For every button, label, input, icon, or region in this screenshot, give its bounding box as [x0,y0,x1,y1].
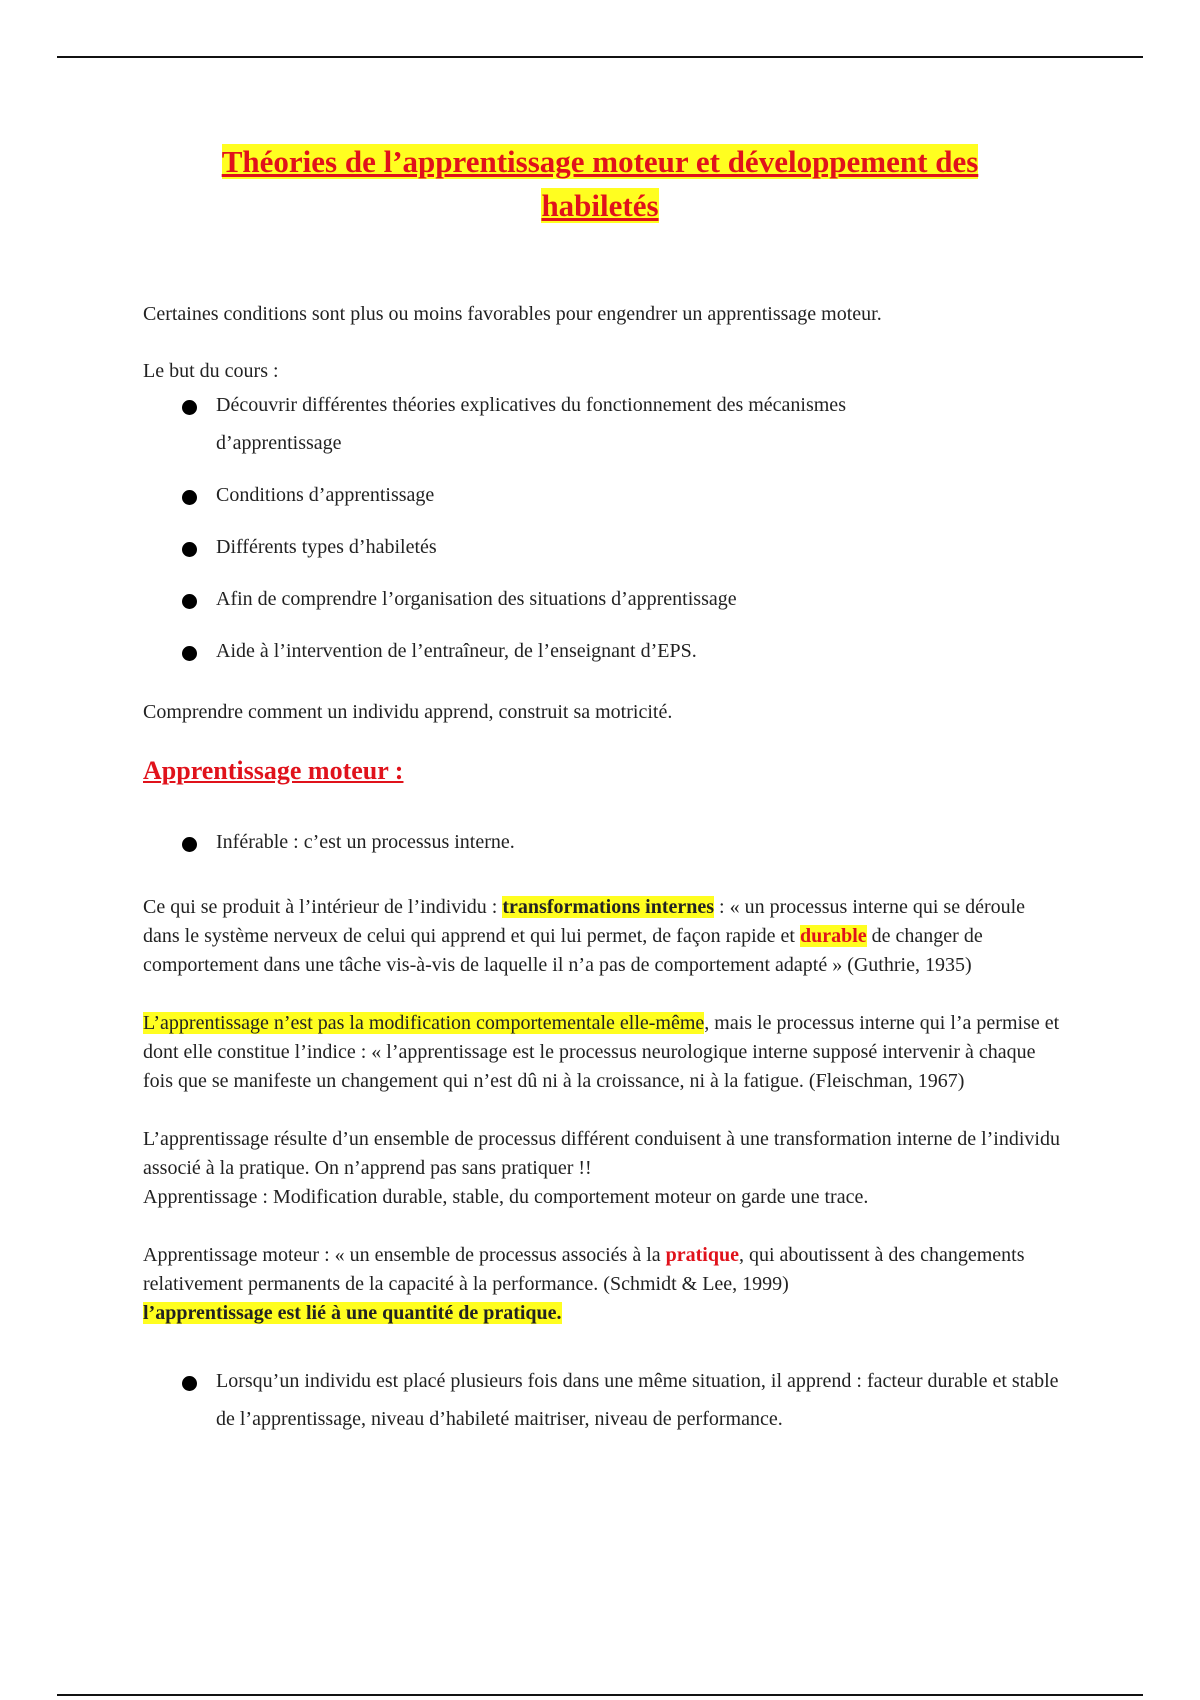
highlight-modification: L’apprentissage n’est pas la modification comportementale elle-même [143,1012,705,1034]
list-item: Conditions d’apprentissage [143,476,1063,514]
document-title [0,140,1200,228]
footer-rule [57,1694,1143,1696]
list-item: Lorsqu’un individu est placé plusieurs fois dans une même situation, il apprend : facteur durable et stable de l’apprentissage, niveau d’habileté maitriser, niveau de performance. [143,1362,1063,1438]
goal-1-line-2: d’apprentissage [216,432,342,454]
goal-1-line-1: Découvrir différentes théories explicatives du fonctionnement des mécanismes [216,394,846,416]
highlight-quantite: l’apprentissage est lié à une quantité de pratique. [143,1302,562,1324]
paragraph-pratique: L’apprentissage résulte d’un ensemble de processus différent conduisent à une transformation interne de l’individu associé à la pratique. On n’apprend pas sans pratiquer !! Apprentissage : Modification durable, stable, du comportement moteur on garde une trace. [143,1128,1060,1208]
goal-label: Le but du cours : [143,360,279,382]
list-item [143,386,1063,462]
list-item: Différents types d’habiletés [143,528,1063,566]
goals-list [143,386,1063,670]
list-item: Afin de comprendre l’organisation des situations d’apprentissage [143,580,1063,618]
final-list [143,1362,1063,1438]
section-title: Apprentissage moteur : [143,756,404,785]
paragraph-guthrie: Ce qui se produit à l’intérieur de l’individu : transformations internes : « un processus interne qui se déroule dans le système nerveux de celui qui apprend et qui lui permet, de façon rapide et durable de changer de comportement dans une tâche vis-à-vis de laquelle il n’a pas de comportement adapté » (Guthrie, 1935) [143,896,1026,976]
list-item: Aide à l’intervention de l’entraîneur, de l’enseignant d’EPS. [143,632,1063,670]
highlight-transformations: transformations internes [502,896,715,918]
title-line-2: habiletés [541,188,659,223]
header-rule [57,56,1143,58]
intro-paragraph: Certaines conditions sont plus ou moins favorables pour engendrer un apprentissage moteur. [143,303,882,325]
title-line-1: Théories de l’apprentissage moteur et développement des [221,144,979,179]
comprehension-paragraph: Comprendre comment un individu apprend, construit sa motricité. [143,701,673,723]
paragraph-schmidt: Apprentissage moteur : « un ensemble de processus associés à la pratique, qui aboutissent à des changements relativement permanents de la capacité à la performance. (Schmidt & Lee, 1999) l’apprentissage est lié à une quantité de pratique. [143,1244,1025,1324]
list-item: Inférable : c’est un processus interne. [143,823,1063,861]
emphasis-pratique: pratique [665,1244,739,1266]
highlight-durable: durable [799,925,867,947]
section-list [143,823,1063,861]
document-body [143,300,1063,1438]
paragraph-fleischman: L’apprentissage n’est pas la modification comportementale elle-même, mais le processus interne qui l’a permise et dont elle constitue l’indice : « l’apprentissage est le processus neurologique interne supposé intervenir à chaque fois que se manifeste un changement qui n’est dû ni à la croissance, ni à la fatigue. (Fleischman, 1967) [143,1012,1060,1092]
